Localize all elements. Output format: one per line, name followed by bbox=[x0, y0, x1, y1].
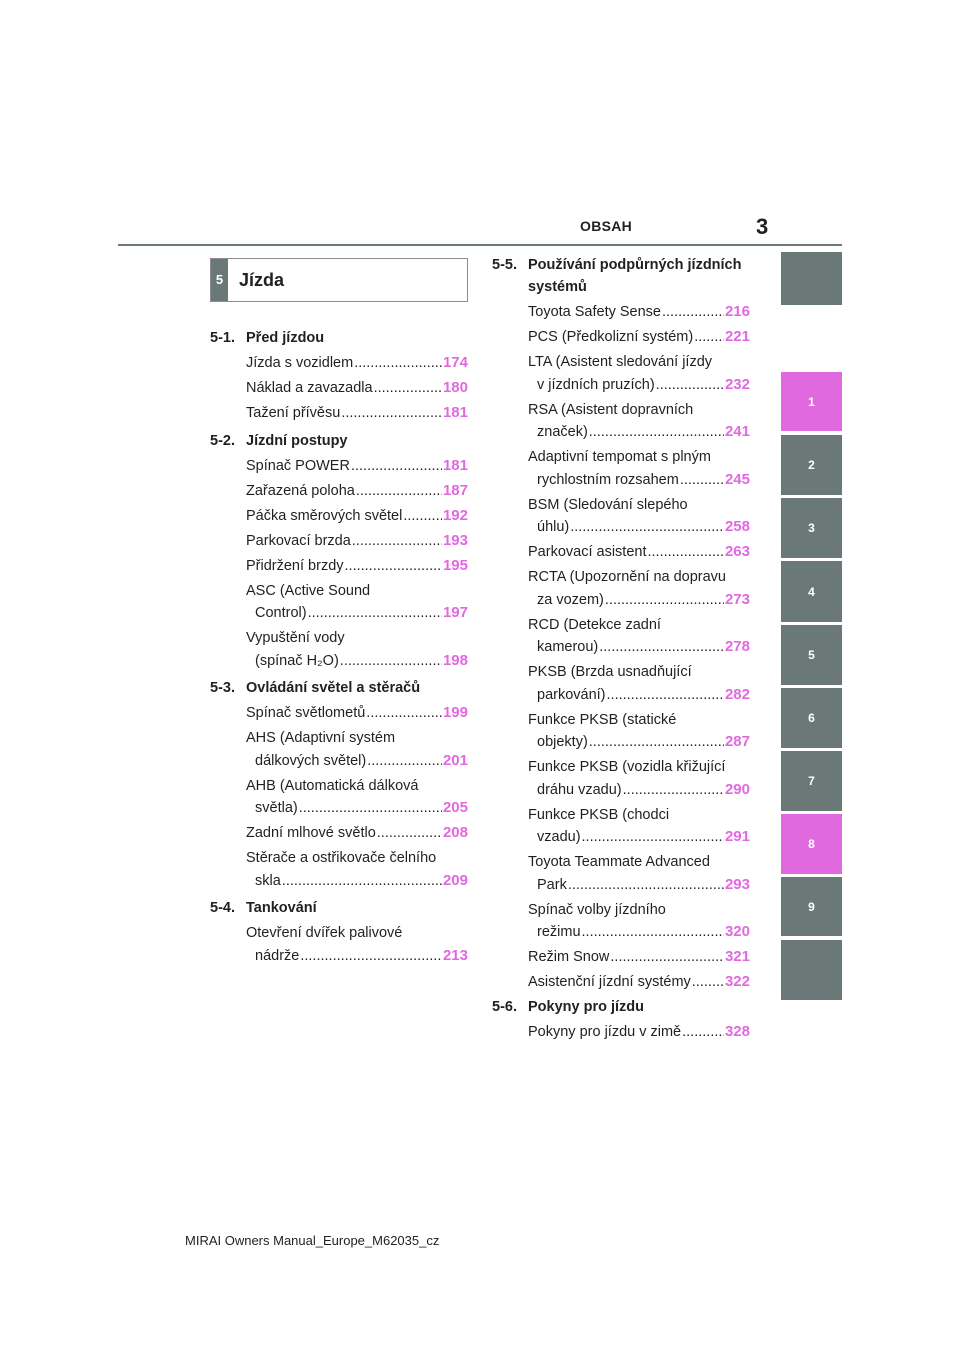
entry-label-line: Funkce PKSB (statické bbox=[528, 711, 677, 728]
page-link[interactable]: 273 bbox=[724, 590, 750, 608]
toc-entry[interactable] bbox=[528, 851, 750, 896]
page-link[interactable]: 208 bbox=[442, 824, 468, 841]
entry-leader-line bbox=[246, 555, 468, 578]
entry-label: Jízda s vozidlem bbox=[246, 355, 354, 371]
entry-leader-line bbox=[528, 589, 750, 612]
page-link[interactable]: 187 bbox=[442, 481, 468, 499]
entry-leader-line bbox=[528, 421, 750, 444]
entry-label-line: Vypuštění vody bbox=[246, 630, 345, 646]
dot-leader bbox=[568, 874, 724, 897]
entry-label-line: Spínač volby jízdního bbox=[528, 901, 666, 918]
entry-label: nádrže bbox=[255, 947, 300, 964]
section-number: 5-1. bbox=[210, 330, 235, 346]
entry-leader-line bbox=[246, 702, 468, 725]
section-number: 5-2. bbox=[210, 432, 235, 449]
entry-label: Pokyny pro jízdu v zimě bbox=[528, 1024, 682, 1040]
section-title: Jízdní postupy bbox=[246, 432, 348, 449]
entry-leader-line bbox=[246, 650, 468, 673]
dot-leader bbox=[694, 326, 724, 349]
page-link[interactable]: 287 bbox=[724, 733, 750, 750]
toc-column-right bbox=[492, 254, 750, 1046]
page-link[interactable]: 322 bbox=[724, 973, 750, 990]
entry-leader-line bbox=[528, 301, 750, 324]
entry-label: Control) bbox=[255, 605, 307, 621]
chapter-tab-blank[interactable] bbox=[781, 940, 842, 1000]
page-link[interactable]: 216 bbox=[724, 303, 750, 320]
entry-label: úhlu) bbox=[537, 519, 570, 535]
toc-section-heading bbox=[210, 897, 468, 919]
dot-leader bbox=[377, 822, 442, 845]
page-link[interactable]: 263 bbox=[724, 543, 750, 560]
entry-leader-line bbox=[528, 921, 750, 944]
chapter-tab-1[interactable]: 1 bbox=[781, 372, 842, 431]
dot-leader bbox=[589, 731, 724, 754]
toc-entry[interactable] bbox=[528, 326, 750, 349]
entry-leader-line bbox=[246, 530, 468, 553]
entry-label: Spínač POWER bbox=[246, 457, 350, 474]
chapter-tab-3[interactable]: 3 bbox=[781, 498, 842, 558]
page-link[interactable]: 321 bbox=[724, 948, 750, 965]
dot-leader bbox=[356, 480, 442, 503]
page-link[interactable]: 278 bbox=[724, 638, 750, 655]
entry-leader-line bbox=[246, 455, 468, 478]
entry-label: kamerou) bbox=[537, 639, 599, 655]
toc-entry[interactable] bbox=[246, 530, 468, 553]
toc-entry[interactable] bbox=[246, 455, 468, 478]
entry-label: parkování) bbox=[537, 686, 606, 703]
entry-leader-line bbox=[528, 971, 750, 994]
entry-label: Přidržení brzdy bbox=[246, 557, 344, 574]
entry-label-line: Otevření dvířek palivové bbox=[246, 925, 403, 941]
entry-label: skla bbox=[255, 872, 281, 889]
entry-leader-line bbox=[528, 636, 750, 659]
dot-leader bbox=[680, 469, 724, 492]
entry-label-line: RSA (Asistent dopravních bbox=[528, 401, 694, 418]
page-link[interactable]: 197 bbox=[442, 604, 468, 621]
toc-entry[interactable] bbox=[528, 971, 750, 994]
header-divider bbox=[118, 244, 842, 246]
entry-leader-line bbox=[528, 541, 750, 564]
chapter-tab-2[interactable]: 2 bbox=[781, 435, 842, 495]
page-link[interactable]: 198 bbox=[442, 651, 468, 669]
toc-entry[interactable] bbox=[246, 580, 468, 625]
toc-entry[interactable] bbox=[528, 541, 750, 564]
entry-label: světla) bbox=[255, 800, 298, 816]
dot-leader bbox=[351, 455, 442, 478]
entry-leader-line bbox=[528, 684, 750, 707]
page-link[interactable]: 241 bbox=[724, 423, 750, 440]
dot-leader bbox=[354, 352, 442, 375]
entry-label: Asistenční jízdní systémy bbox=[528, 974, 691, 990]
entry-label-line: Funkce PKSB (vozidla křižující bbox=[528, 759, 726, 775]
entry-label-line: RCTA (Upozornění na dopravu bbox=[528, 569, 727, 585]
chapter-tab-6[interactable]: 6 bbox=[781, 688, 842, 748]
entry-leader-line bbox=[246, 797, 468, 820]
entry-label-line: Adaptivní tempomat s plným bbox=[528, 449, 711, 465]
page-link[interactable]: 328 bbox=[724, 1023, 750, 1040]
entry-leader-line bbox=[528, 826, 750, 849]
entry-label: PCS (Předkolizní systém) bbox=[528, 329, 694, 345]
entry-label: značek) bbox=[537, 424, 588, 440]
section-title: Před jízdou bbox=[246, 330, 325, 346]
chapter-tab-4[interactable]: 4 bbox=[781, 561, 842, 622]
section-number: 5-3. bbox=[210, 680, 235, 696]
page-link[interactable]: 174 bbox=[442, 354, 468, 371]
section-title: Ovládání světel a stěračů bbox=[246, 680, 421, 696]
entry-leader-line bbox=[528, 779, 750, 802]
page-link[interactable]: 209 bbox=[442, 871, 468, 889]
toc-entry[interactable] bbox=[528, 614, 750, 659]
dot-leader bbox=[282, 870, 442, 893]
dot-leader bbox=[610, 946, 724, 969]
dot-leader bbox=[656, 374, 724, 397]
chapter-tab-9[interactable]: 9 bbox=[781, 877, 842, 936]
toc-entry[interactable] bbox=[528, 494, 750, 539]
entry-leader-line bbox=[246, 870, 468, 893]
toc-entry[interactable] bbox=[246, 377, 468, 400]
entry-leader-line bbox=[528, 946, 750, 969]
page-link[interactable]: 232 bbox=[724, 375, 750, 393]
toc-entry[interactable] bbox=[246, 727, 468, 772]
page-link[interactable]: 213 bbox=[442, 946, 468, 964]
page-number: 3 bbox=[756, 214, 769, 239]
entry-leader-line bbox=[246, 505, 468, 528]
section-number: 5-6. bbox=[492, 999, 517, 1015]
entry-label: dálkových světel) bbox=[255, 752, 367, 769]
section-title: Tankování bbox=[246, 900, 317, 916]
entry-label: objekty) bbox=[537, 734, 588, 750]
toc-entry[interactable] bbox=[528, 756, 750, 801]
entry-label-line: LTA (Asistent sledování jízdy bbox=[528, 354, 713, 370]
toc-column-left bbox=[210, 322, 468, 970]
entry-label: Tažení přívěsu bbox=[246, 405, 341, 421]
chapter-title: Jízda bbox=[239, 270, 285, 290]
page-link[interactable]: 282 bbox=[724, 685, 750, 703]
chapter-number: 5 bbox=[211, 259, 228, 301]
entry-label: Parkovací asistent bbox=[528, 544, 647, 560]
entry-label-line: ASC (Active Sound bbox=[246, 582, 371, 599]
dot-leader bbox=[623, 779, 724, 802]
entry-label-line: Toyota Teammate Advanced bbox=[528, 854, 710, 870]
chapter-tab-blank[interactable] bbox=[781, 252, 842, 305]
toc-entry[interactable] bbox=[246, 402, 468, 425]
entry-label: dráhu vzadu) bbox=[537, 781, 622, 798]
entry-leader-line bbox=[528, 874, 750, 897]
page-link[interactable]: 199 bbox=[442, 704, 468, 721]
toc-section-heading bbox=[210, 430, 468, 452]
toc-section-heading bbox=[210, 327, 468, 349]
page-link[interactable]: 245 bbox=[724, 470, 750, 488]
footer-text: MIRAI Owners Manual_Europe_M62035_cz bbox=[185, 1233, 440, 1248]
page-link[interactable]: 290 bbox=[724, 780, 750, 798]
dot-leader bbox=[367, 750, 442, 773]
entry-label: Spínač světlometů bbox=[246, 705, 366, 721]
entry-leader-line bbox=[246, 480, 468, 503]
entry-leader-line bbox=[528, 469, 750, 492]
toc-entry[interactable] bbox=[246, 847, 468, 892]
toc-entry[interactable] bbox=[528, 399, 750, 444]
toc-entry[interactable] bbox=[528, 566, 750, 611]
entry-label: režimu bbox=[537, 924, 581, 940]
entry-leader-line bbox=[528, 1021, 750, 1044]
entry-label: Zařazená poloha bbox=[246, 482, 355, 499]
entry-leader-line bbox=[246, 377, 468, 400]
toc-entry[interactable] bbox=[528, 804, 750, 849]
toc-section-heading bbox=[492, 254, 750, 298]
entry-leader-line bbox=[528, 731, 750, 754]
entry-leader-line bbox=[528, 326, 750, 349]
chapter-tab-8[interactable]: 8 bbox=[781, 814, 842, 874]
entry-leader-line bbox=[246, 402, 468, 425]
chapter-tab-5[interactable]: 5 bbox=[781, 625, 842, 685]
entry-label: rychlostním rozsahem bbox=[537, 471, 679, 488]
section-number: 5-5. bbox=[492, 257, 517, 273]
dot-leader bbox=[662, 301, 724, 324]
entry-label-line: AHS (Adaptivní systém bbox=[246, 730, 396, 746]
entry-label-line: PKSB (Brzda usnadňující bbox=[528, 664, 692, 680]
dot-leader bbox=[682, 1021, 724, 1044]
toc-entry[interactable] bbox=[246, 627, 468, 672]
toc-entry[interactable] bbox=[246, 822, 468, 845]
chapter-tab-7[interactable]: 7 bbox=[781, 751, 842, 811]
dot-leader bbox=[308, 602, 442, 625]
toc-entry[interactable] bbox=[246, 922, 468, 967]
entry-label-line: Funkce PKSB (chodci bbox=[528, 806, 670, 823]
page-link[interactable]: 181 bbox=[442, 404, 468, 421]
entry-label: (spínač H₂O) bbox=[255, 652, 339, 669]
entry-label: Zadní mlhové světlo bbox=[246, 825, 376, 841]
section-title: Pokyny pro jízdu bbox=[528, 999, 645, 1015]
chapter-heading bbox=[210, 258, 468, 302]
toc-entry[interactable] bbox=[246, 775, 468, 820]
header-title: OBSAH bbox=[580, 218, 633, 234]
dot-leader bbox=[607, 684, 724, 707]
dot-leader bbox=[345, 555, 442, 578]
page-link[interactable]: 193 bbox=[442, 531, 468, 549]
entry-label: vzadu) bbox=[537, 829, 581, 845]
entry-leader-line bbox=[246, 352, 468, 375]
toc-entry[interactable] bbox=[528, 446, 750, 491]
entry-label: Režim Snow bbox=[528, 949, 610, 965]
toc-entry[interactable] bbox=[246, 555, 468, 578]
page-link[interactable]: 320 bbox=[724, 923, 750, 940]
page-link[interactable]: 181 bbox=[442, 456, 468, 474]
page-link[interactable]: 291 bbox=[724, 828, 750, 845]
dot-leader bbox=[589, 421, 724, 444]
dot-leader bbox=[352, 530, 442, 553]
entry-label-line: Stěrače a ostřikovače čelního bbox=[246, 850, 437, 866]
entry-leader-line bbox=[246, 945, 468, 968]
toc-entry[interactable] bbox=[246, 702, 468, 725]
page-link[interactable]: 205 bbox=[442, 799, 468, 816]
toc-entry[interactable] bbox=[246, 505, 468, 528]
toc-entry[interactable] bbox=[528, 1021, 750, 1044]
entry-label: Toyota Safety Sense bbox=[528, 304, 661, 320]
page-link[interactable]: 221 bbox=[724, 328, 750, 345]
dot-leader bbox=[599, 636, 724, 659]
toc-entry[interactable] bbox=[528, 946, 750, 969]
entry-label: Parkovací brzda bbox=[246, 532, 351, 549]
entry-leader-line bbox=[246, 822, 468, 845]
toc-entry[interactable] bbox=[528, 709, 750, 754]
toc-entry[interactable] bbox=[246, 352, 468, 375]
dot-leader bbox=[570, 516, 724, 539]
entry-label: Náklad a zavazadla bbox=[246, 380, 373, 396]
page-link[interactable]: 180 bbox=[442, 379, 468, 396]
dot-leader bbox=[341, 402, 442, 425]
dot-leader bbox=[374, 377, 442, 400]
section-number: 5-4. bbox=[210, 900, 235, 916]
page-link[interactable]: 195 bbox=[442, 556, 468, 574]
page-link[interactable]: 258 bbox=[724, 518, 750, 535]
dot-leader bbox=[605, 589, 724, 612]
dot-leader bbox=[582, 921, 724, 944]
entry-label: v jízdních pruzích) bbox=[537, 376, 655, 393]
dot-leader bbox=[403, 505, 442, 528]
entry-leader-line bbox=[246, 602, 468, 625]
page-link[interactable]: 293 bbox=[724, 875, 750, 893]
page-link[interactable]: 192 bbox=[442, 506, 468, 524]
entry-label: Park bbox=[537, 876, 567, 893]
toc-entry[interactable] bbox=[528, 351, 750, 396]
dot-leader bbox=[299, 797, 442, 820]
toc-section-heading bbox=[210, 677, 468, 699]
entry-leader-line bbox=[528, 374, 750, 397]
entry-label-line: AHB (Automatická dálková bbox=[246, 777, 419, 794]
toc-entry[interactable] bbox=[528, 661, 750, 706]
dot-leader bbox=[582, 826, 724, 849]
dot-leader bbox=[692, 971, 724, 994]
entry-label: Páčka směrových světel bbox=[246, 507, 403, 524]
dot-leader bbox=[647, 541, 723, 564]
toc-section-heading bbox=[492, 996, 750, 1018]
section-title: Používání podpůrných jízdních systémů bbox=[528, 257, 742, 295]
toc-entry[interactable] bbox=[528, 301, 750, 324]
page-link[interactable]: 201 bbox=[442, 751, 468, 769]
toc-entry[interactable] bbox=[246, 480, 468, 503]
entry-label: za vozem) bbox=[537, 591, 604, 608]
entry-label-line: RCD (Detekce zadní bbox=[528, 616, 661, 633]
entry-label-line: BSM (Sledování slepého bbox=[528, 496, 688, 513]
dot-leader bbox=[300, 945, 442, 968]
entry-leader-line bbox=[528, 516, 750, 539]
dot-leader bbox=[340, 650, 442, 673]
dot-leader bbox=[366, 702, 442, 725]
entry-leader-line bbox=[246, 750, 468, 773]
toc-entry[interactable] bbox=[528, 899, 750, 944]
